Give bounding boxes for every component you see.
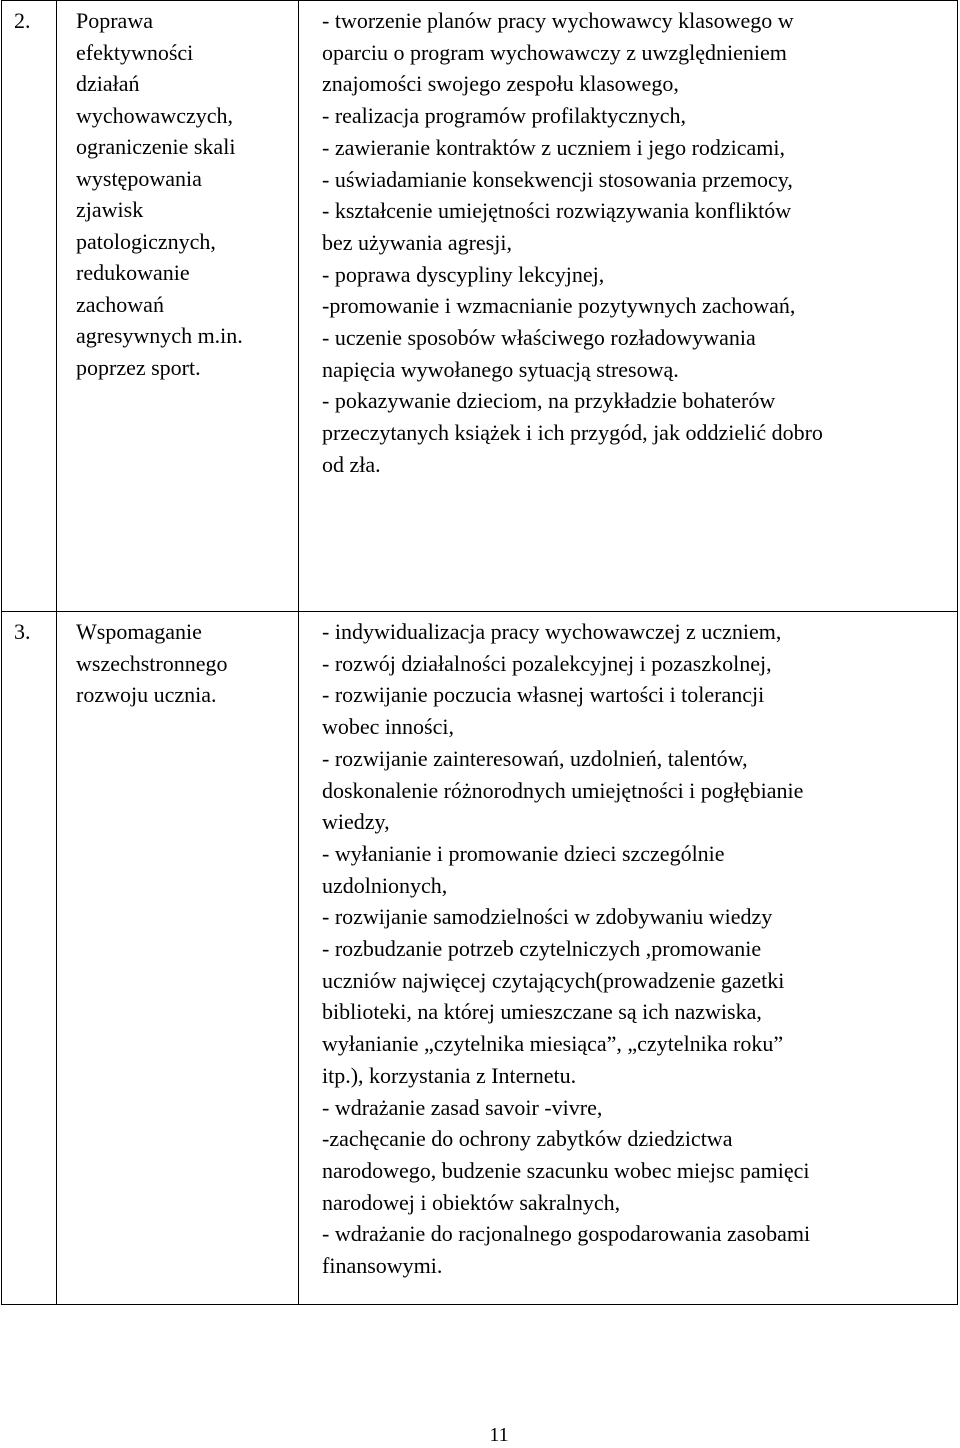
row-title [57,1,298,383]
body-line: -zachęcanie do ochrony zabytków dziedzictwa [322,1126,733,1152]
title-line: patologicznych, [76,228,216,254]
body-line: narodowej i obiektów sakralnych, [322,1189,621,1215]
title-line: rozwoju ucznia. [76,682,217,707]
row-body-cell [299,1,958,612]
body-line: - pokazywanie dzieciom, na przykładzie bohaterów [322,388,776,414]
title-line: ograniczenie skali [76,134,236,159]
body-line: - realizacja programów profilaktycznych, [322,103,687,129]
title-line: wychowawczych, [76,102,233,128]
body-line: - rozwój działalności pozalekcyjnej i pozaszkolnej, [322,650,772,676]
row-number-cell [2,1,57,612]
row-number-cell [2,612,57,1305]
body-line: - poprawa dyscypliny lekcyjnej, [322,261,605,287]
table-row [2,612,958,1305]
body-line: wobec inności, [322,714,454,740]
row-number: 2. [14,8,31,33]
title-line: Poprawa [76,8,153,33]
title-line: występowania [76,165,202,191]
title-line: wszechstronnego [76,650,228,676]
body-line: - wyłanianie i promowanie dzieci szczególnie [322,840,725,866]
title-line: efektywności [76,39,194,65]
row-number: 3. [14,619,31,644]
title-line: poprzez sport. [76,354,201,380]
body-line: - tworzenie planów pracy wychowawcy klasowego w [322,8,794,33]
body-line: finansowymi. [322,1253,443,1279]
body-line: znajomości swojego zespołu klasowego, [322,71,679,97]
row-body [299,1,957,481]
body-line: wiedzy, [322,809,390,835]
body-line: - rozwijanie poczucia własnej wartości i tolerancji [322,682,765,708]
page-number: 11 [489,1424,509,1446]
body-line: - rozwijanie samodzielności w zdobywaniu wiedzy [322,904,773,930]
body-line: itp.), korzystania z Internetu. [322,1062,577,1088]
plan-table [1,0,958,1305]
row-body [299,612,957,1282]
body-line: - zawieranie kontraktów z uczniem i jego rodzicami, [322,134,786,160]
row-title-cell [57,612,299,1305]
title-line: zachowań [76,291,164,317]
body-line: oparciu o program wychowawczy z uwzględnieniem [322,39,787,65]
row-title-cell [57,1,299,612]
title-line: agresywnych m.in. [76,323,243,348]
body-line: uzdolnionych, [322,872,448,898]
body-line: - indywidualizacja pracy wychowawczej z uczniem, [322,619,782,644]
table-row [2,1,958,612]
body-line: - wdrażanie do racjonalnego gospodarowania zasobami [322,1221,811,1247]
body-line: - wdrażanie zasad savoir -vivre, [322,1094,603,1120]
body-line: - rozwijanie zainteresowań, uzdolnień, talentów, [322,745,748,771]
body-line: napięcia wywołanego sytuacją stresową. [322,356,679,382]
body-line: - uświadamianie konsekwencji stosowania przemocy, [322,166,793,192]
body-line: - rozbudzanie potrzeb czytelniczych ,promowanie [322,936,762,962]
title-line: redukowanie [76,260,190,285]
body-line: przeczytanych książek i ich przygód, jak oddzielić dobro [322,420,823,446]
body-line: narodowego, budzenie szacunku wobec miejsc pamięci [322,1157,810,1183]
row-body-cell [299,612,958,1305]
body-line: - uczenie sposobów właściwego rozładowywania [322,325,756,351]
title-line: Wspomaganie [76,619,202,644]
body-line: bez używania agresji, [322,229,512,255]
body-line: wyłanianie „czytelnika miesiąca”, „czytelnika roku” [322,1031,784,1057]
body-line: - kształcenie umiejętności rozwiązywania konfliktów [322,198,792,224]
body-line: -promowanie i wzmacnianie pozytywnych zachowań, [322,293,796,319]
body-line: od zła. [322,451,381,477]
row-title [57,612,298,711]
body-line: biblioteki, na której umieszczane są ich nazwiska, [322,999,762,1025]
title-line: zjawisk [76,197,144,222]
title-line: działań [76,71,140,96]
body-line: doskonalenie różnorodnych umiejętności i pogłębianie [322,777,804,803]
body-line: uczniów najwięcej czytających(prowadzenie gazetki [322,967,785,993]
